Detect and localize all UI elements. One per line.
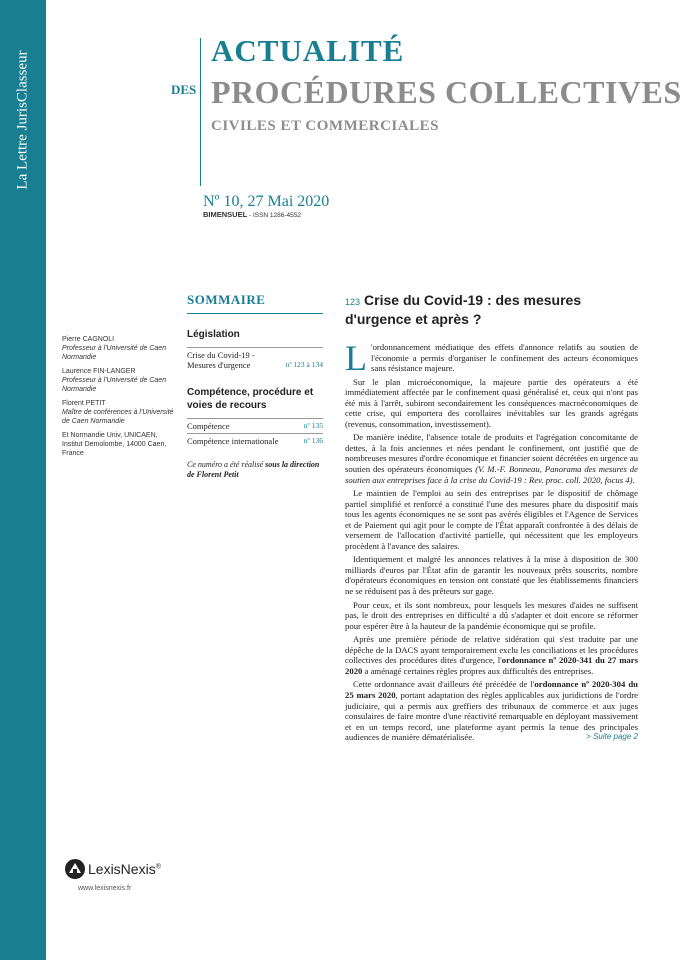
toc-item-number: nº 123 à 134 bbox=[285, 360, 323, 369]
paragraph: Sur le plan microéconomique, la majeure partie des opérateurs a été immédiatement affectée par le confinement quasi généralisé et, ceux qui n'ont pas été mis à l'arrêt, subiront secondairement les conséquences macroéconomiques de cette crise, qui emportera des corollaires inévitables sur les grands agrégats (revenus, consommation, investissement). bbox=[345, 376, 638, 429]
issn: - ISSN 1286-4552 bbox=[247, 212, 302, 219]
paragraph: L 'ordonnancement médiatique des effets d'annonce relatifs au soutien de l'économie a permis d'organiser le confinement des acteurs économiques sans résistance majeure. bbox=[345, 338, 638, 378]
legal-reference: ordonnance nº 2020-304 du 25 mars 2020 bbox=[345, 679, 638, 700]
header-divider bbox=[200, 38, 201, 186]
author-name: Pierre CAGNOLI bbox=[62, 336, 115, 343]
drop-cap: L bbox=[345, 338, 367, 378]
author-name: Laurence FIN-LANGER bbox=[62, 368, 136, 375]
toc-item[interactable] bbox=[187, 418, 323, 431]
publication-frequency bbox=[203, 210, 301, 219]
author-entry bbox=[62, 367, 177, 394]
toc-note-text: Ce numéro a été réalisé bbox=[187, 460, 266, 469]
continued-link[interactable]: > Suite page 2 bbox=[586, 732, 638, 742]
toc-note-director: sous la direction de Florent Petit bbox=[187, 460, 320, 479]
toc-section-heading: Compétence, procédure et voies de recours bbox=[187, 387, 314, 411]
paragraph: De manière inédite, l'absence totale de produits et l'agrégation concomitante de dettes, à la fois anciennes et nées pendant le confinement, ont justifié que de nombreuses mesures d'ordre économique et financier soient décrétées en urgence au soutien des opérateurs économiques (V. M.-F. Bonneau, Panorama des mesures de soutien aux entreprises face à la crise du Covid-19 : Rev. proc. coll. 2020, focus 4). bbox=[345, 432, 638, 485]
article-body bbox=[345, 338, 639, 743]
citation: (V. M.-F. Bonneau, Panorama des mesures de soutien aux entreprises face à la crise du Covid-19 : Rev. proc. coll. 2020, focus 4) bbox=[345, 464, 638, 485]
paragraph: Le maintien de l'emploi au sein des entreprises par le dispositif de chômage partiel simplifié et renforcé a constitué l'une des mesures phare du dispositif mais tous les agents économiques ne se sont pas avérés éligibles et l'Agence de Services et de Paiement qui agit pour le compte de l'État apparaît confrontée à des délais de versement de l'allocation d'activité partielle, qui nécessitent que les employeurs procèdent à l'avance des salaires. bbox=[345, 488, 638, 551]
lead-article bbox=[345, 292, 638, 746]
legal-reference: ordonnance nº 2020-341 du 27 mars 2020 bbox=[345, 655, 639, 676]
toc-item-label: Compétence internationale bbox=[187, 436, 279, 446]
article-heading bbox=[345, 292, 638, 328]
paragraph: Cette ordonnance avait d'ailleurs été précédée de l'ordonnance nº 2020-304 du 25 mars 2020, portant adaptation des règles applicables aux juridictions de l'ordre judiciaire, qui a permis aux greffiers des tribunaux de commerce et aux juges consulaires de faire montre d'une réactivité remarquable en déployant massivement et en un temps record, une plateforme ayant permis la tenue des principales audiences de manière dématérialisée. > Suite page 2 bbox=[345, 679, 638, 743]
toc-section-heading: Législation bbox=[187, 329, 240, 340]
toc-item-label: Compétence bbox=[187, 421, 230, 431]
author-entry bbox=[62, 335, 177, 362]
issue-number: Nº 10, 27 Mai 2020 bbox=[203, 193, 330, 210]
sidebar-title: La Lettre JurisClasseur bbox=[14, 50, 31, 190]
author-entry bbox=[62, 399, 177, 426]
sidebar-band bbox=[0, 0, 46, 960]
header-title-line1: ACTUALITÉ bbox=[211, 33, 405, 68]
lexisnexis-logo-icon bbox=[64, 858, 86, 880]
author-role: Professeur à l'Université de Caen Normandie bbox=[62, 377, 167, 393]
toc-note bbox=[187, 460, 323, 480]
toc-title: SOMMAIRE bbox=[187, 292, 323, 314]
toc-item[interactable] bbox=[187, 347, 323, 370]
header-subtitle: CIVILES ET COMMERCIALES bbox=[211, 118, 439, 134]
article-title: Crise du Covid-19 : des mesures d'urgence et après ? bbox=[345, 292, 582, 327]
paragraph: Après une première période de relative sidération qui s'est traduite par une dépêche de la DACS ayant temporairement exclu les conciliations et les procédures collectives des procédures dites d'urgence, l'ordonnance nº 2020-341 du 27 mars 2020 a aménagé certaines règles propres aux difficultés des entreprises. bbox=[345, 634, 639, 676]
table-of-contents bbox=[187, 292, 323, 480]
author-affiliation: Et Normandie Univ, UNICAEN, Institut Demolombe, 14000 Caen, France bbox=[62, 432, 167, 457]
author-role: Professeur à l'Université de Caen Normandie bbox=[62, 345, 167, 361]
article-number: 123 bbox=[345, 297, 361, 307]
header-des: DES bbox=[171, 82, 197, 97]
website-url[interactable]: www.lexisnexis.fr bbox=[78, 885, 132, 892]
logo-wordmark: LexisNexis® bbox=[88, 861, 161, 877]
toc-item-label: Crise du Covid-19 - Mesures d'urgence bbox=[187, 350, 255, 370]
toc-item-number: nº 136 bbox=[303, 436, 323, 445]
toc-item[interactable] bbox=[187, 433, 323, 446]
author-entry bbox=[62, 431, 177, 458]
authors-list bbox=[62, 335, 177, 463]
author-role: Maître de conférences à l'Université de Caen Normandie bbox=[62, 409, 174, 425]
paragraph: Pour ceux, et ils sont nombreux, pour lesquels les mesures d'aides ne suffisent pas, le droit des entreprises en difficulté a dû s'adapter et doit encore se réformer pour espérer être à la hauteur de la pandémie économique qui se profile. bbox=[345, 599, 638, 631]
frequency-label: BIMENSUEL bbox=[203, 210, 248, 219]
paragraph: Identiquement et malgré les annonces relatives à la mise à disposition de 300 milliards d'euros par l'État afin de garantir les nouveaux prêts souscrits, nombre d'opérateurs économiques en tension ont constaté que les établissements financiers ne se réduisent pas à des prêteurs sur gage. bbox=[345, 554, 638, 597]
author-name: Florent PETIT bbox=[62, 400, 106, 407]
header-title-line2: PROCÉDURES COLLECTIVES bbox=[211, 74, 682, 110]
toc-item-number: nº 135 bbox=[303, 421, 323, 430]
